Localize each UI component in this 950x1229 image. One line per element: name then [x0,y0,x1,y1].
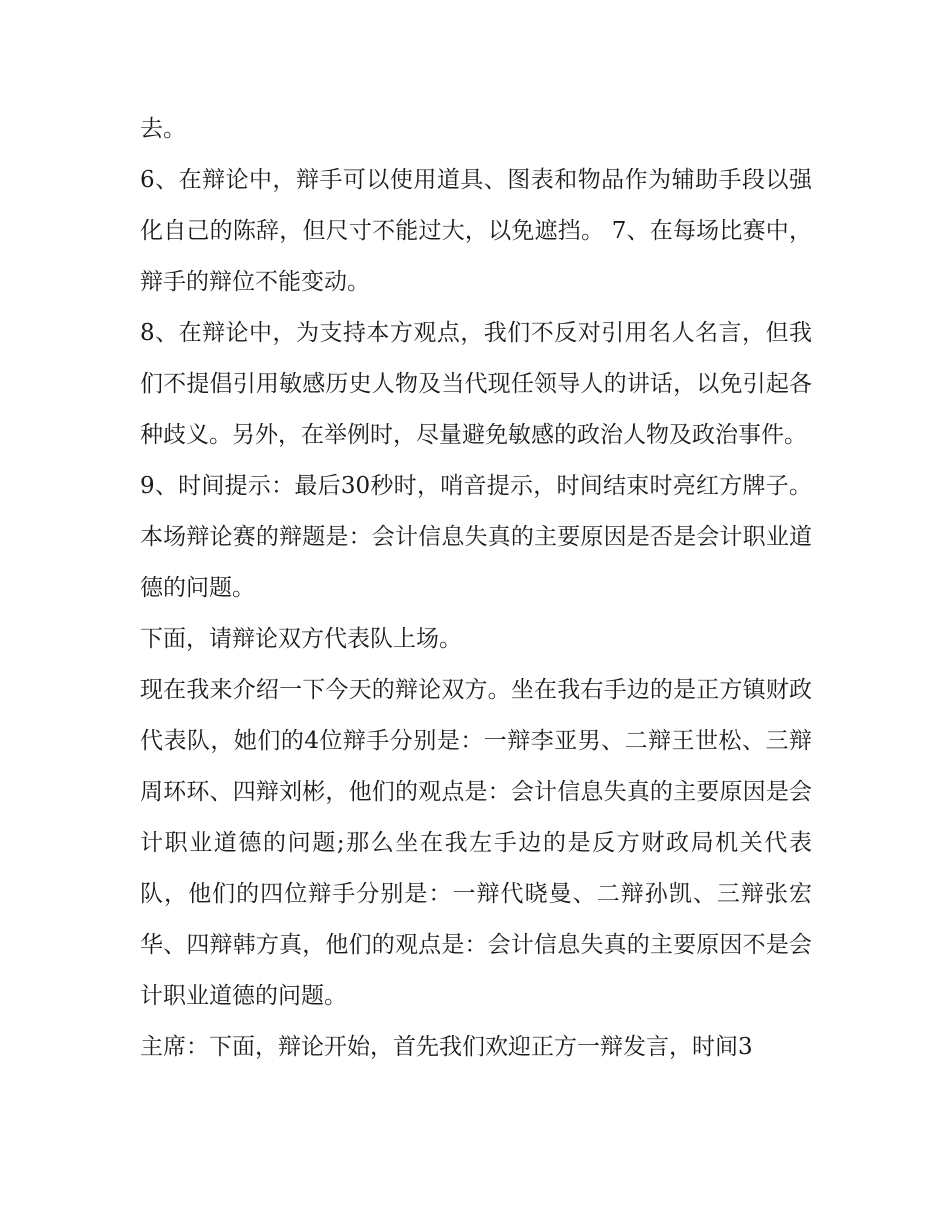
paragraph-chair-opening: 主席：下面，辩论开始，首先我们欢迎正方一辩发言，时间3 [140,1034,753,1060]
document-body [140,104,812,1073]
paragraph-teams-enter: 下面，请辩论双方代表队上场。 [140,626,462,652]
paragraph-rule-9-topic: 9、时间提示：最后30秒时，哨音提示，时间结束时亮红方牌子。 本场辩论赛的辩题是：会计信息失真的主要原因是否是会计职业道德的问题。 [140,473,812,601]
paragraph-rule-6-7: 6、在辩论中，辩手可以使用道具、图表和物品作为辅助手段以强化自己的陈辞，但尺寸不能过大，以免遮挡。 7、在每场比赛中，辩手的辩位不能变动。 [140,167,812,295]
paragraph-continuation: 去。 [140,116,186,142]
paragraph-rule-8: 8、在辩论中，为支持本方观点，我们不反对引用名人名言，但我们不提倡引用敏感历史人物及当代现任领导人的讲话，以免引起各种歧义。另外，在举例时，尽量避免敏感的政治人物及政治事件。 [140,320,812,448]
paragraph-team-introduction: 现在我来介绍一下今天的辩论双方。坐在我右手边的是正方镇财政代表队，她们的4位辩手分别是：一辩李亚男、二辩王世松、三辩周环环、四辩刘彬，他们的观点是：会计信息失真的主要原因是会计职业道德的问题;那么坐在我左手边的是反方财政局机关代表队，他们的四位辩手分别是：一辩代晓曼、二辩孙凯、三辩张宏华、四辩韩方真，他们的观点是：会计信息失真的主要原因不是会计职业道德的问题。 [140,677,812,1009]
